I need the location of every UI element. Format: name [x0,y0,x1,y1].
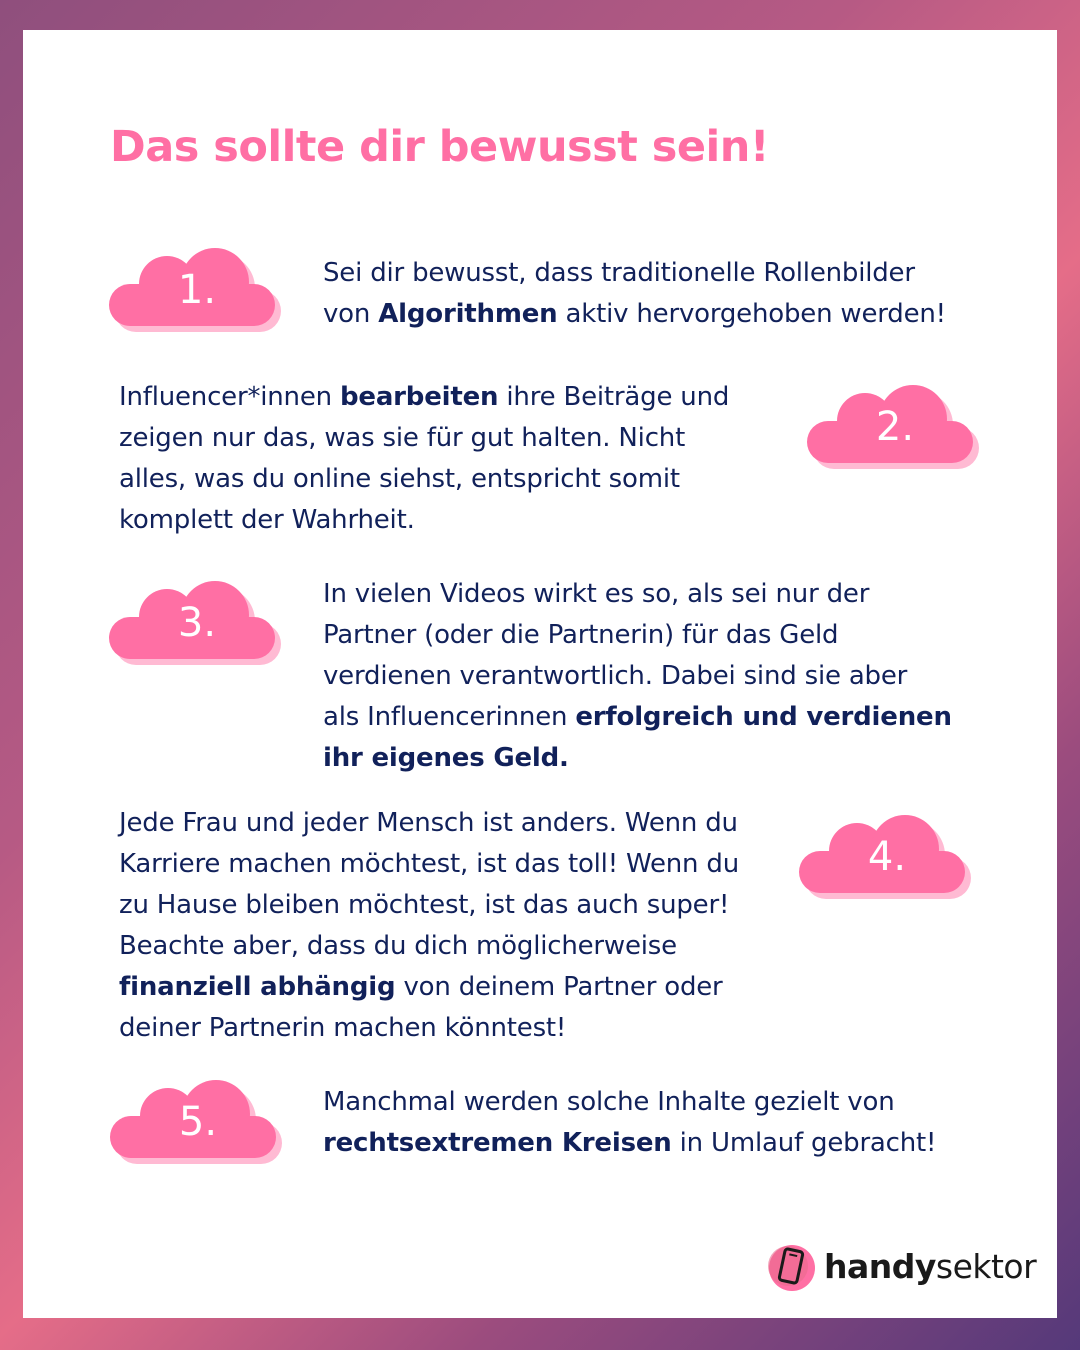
item-number: 2. [875,404,915,450]
text-line [119,1008,789,1049]
text-segment: komplett der Wahrheit. [119,505,415,535]
text-segment: verdienen verantwortlich. Dabei sind sie aber [323,661,908,691]
text-segment: Karriere machen möchtest, ist das toll! Wenn du [119,849,739,879]
item-number: 5. [178,1099,218,1145]
text-segment: Beachte aber, dass du dich möglicherweise [119,931,677,961]
text-line [119,885,789,926]
emphasis-text: rechtsextremen Kreisen [323,1128,672,1158]
cloud-badge-1 [107,244,287,340]
item-text-2 [119,377,779,541]
text-line [323,253,963,294]
text-line [119,967,789,1008]
text-line [323,1123,963,1164]
item-text-4 [119,803,789,1049]
text-line [119,377,779,418]
text-segment: Influencer*innen [119,382,340,412]
item-number: 3. [177,600,217,646]
text-line [323,615,963,656]
text-segment: deiner Partnerin machen könntest! [119,1013,567,1043]
text-segment: Partner (oder die Partnerin) für das Geld [323,620,839,650]
text-line [323,1082,963,1123]
emphasis-text: bearbeiten [339,382,499,412]
item-text-3 [323,574,963,779]
text-line [119,500,779,541]
phone-circle-icon [766,1242,816,1292]
cloud-badge-5 [108,1076,288,1172]
text-line [323,656,963,697]
emphasis-text: erfolgreich und verdienen [575,702,952,732]
text-line [323,738,963,779]
handysektor-logo [766,1242,1046,1292]
text-line [119,459,779,500]
text-segment: Jede Frau und jeder Mensch ist anders. Wenn du [119,808,738,838]
text-segment: Sei dir bewusst, dass traditionelle Rollenbilder [323,258,915,288]
text-line [119,803,789,844]
text-segment: Manchmal werden solche Inhalte gezielt von [323,1087,895,1117]
logo-wordmark [824,1244,1036,1290]
text-segment: In vielen Videos wirkt es so, als sei nur der [323,579,870,609]
emphasis-text: ihr eigenes Geld. [323,743,569,773]
logo-regular-part: sektor [935,1247,1037,1286]
text-segment: zeigen nur das, was sie für gut halten. Nicht [119,423,686,453]
text-line [323,697,963,738]
text-line [119,926,789,967]
cloud-badge-3 [107,577,287,673]
text-line [119,418,779,459]
text-line [323,574,963,615]
emphasis-text: finanziell abhängig [119,972,396,1002]
item-text-5 [323,1082,963,1164]
item-number: 1. [177,267,217,313]
cloud-badge-2 [805,381,985,477]
cloud-badge-4 [797,811,977,907]
text-segment: als Influencerinnen [323,702,576,732]
page-title: Das sollte dir bewusst sein! [110,122,769,172]
text-segment: aktiv hervorgehoben werden! [557,299,946,329]
text-segment: von [323,299,379,329]
text-line [323,294,963,335]
text-segment: ihre Beiträge und [498,382,730,412]
item-number: 4. [867,834,907,880]
text-segment: zu Hause bleiben möchtest, ist das auch super! [119,890,730,920]
item-text-1 [323,253,963,335]
logo-bold-part: handy [824,1247,936,1286]
emphasis-text: Algorithmen [378,299,558,329]
text-segment: in Umlauf gebracht! [671,1128,937,1158]
text-line [119,844,789,885]
text-segment: von deinem Partner oder [395,972,723,1002]
text-segment: alles, was du online siehst, entspricht somit [119,464,680,494]
